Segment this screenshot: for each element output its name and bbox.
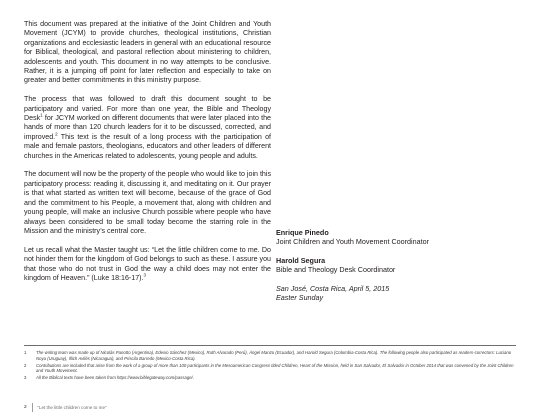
footnotes [24,350,516,382]
paragraph-property: The document will now be the property of the people who would like to join this participatory process: reading it, discussing it, and meditating on it. Our prayer is that what started as written text will become, because of the grace of God and the commitment to his People, a movement that, along with children and young people, will make an inclusive Church possible where people who have always been considered to be small today become the starring role in the Mission and the ministry’s central core. [24,170,271,235]
dateline [276,284,526,303]
signatory-1 [276,228,526,247]
paragraph-scripture: Let us recall what the Master taught us: “Let the little children come to me. Do not hinder them for the kingdom of God belongs to such as these. I assure you that those who do not trust in God the way a child does may not enter the kingdom of Heaven.” (Luke 18:16-17).$^3$ [24,245,271,282]
paragraph-process: The process that was followed to draft this document sought to be participatory and varied. For more than one year, the Bible and Theology Desk$^1$ for JCYM worked on different documents that were later placed into the hands of more than 120 church leaders for it to be discussed, corrected, and improved.$^2$ This text is the result of a long process with the participation of male and female pastors, theologians, educators and other leaders of different churches in the Americas related to adolescents, young people and adults. [24,95,271,160]
footnote-ref-2[interactable]: 2 [55,131,58,137]
footnote-ref-3[interactable]: 3 [143,272,146,278]
footer-divider [32,403,33,412]
footnote-number: 1 [24,350,27,355]
signatory-2 [276,256,526,275]
running-title: “Let the little children come to me” [37,405,107,410]
signatory-role: Bible and Theology Desk Coordinator [276,265,396,275]
signature-block [276,228,526,302]
footnote-text: The writing team was made up of Nicolás Panotto (Argentina), Edesio Sánchez (Mexico), Ruth Alvarado (Perú), Ángel Manzo (Ecuador), and Harold Segura (Colombia-Costa Rica). The following people also participated as readers-correctors: Luciano Noya (Uruguay), Illich Avilés (Nicaragua), and Priscila Barredo (Mexico-Costa Rica). [36,350,512,361]
dateline-day: Easter Sunday [276,293,324,303]
page-number: 2 [24,405,27,410]
footnote-number: 2 [24,362,27,368]
signatory-name: Enrique Pinedo [276,228,329,237]
footnote-divider [24,345,516,346]
footnote-text: Contributions are included that arise from the work of a group of more than 100 participants in the Mesoamerican Congress titled Children, Heart of the Mission, held in San Salvador, El Salvador in October 2014 that was convened by the Joint Children and Youth Movement. [36,362,514,374]
footnote-item [24,375,516,381]
footnote-text: All the Biblical texts have been taken from https://www.biblegateway.com/passage/. [36,375,195,381]
page-footer [24,403,107,412]
footnote-number: 3 [24,375,27,381]
body-text [24,20,271,283]
footnote-item [24,350,516,361]
footnote-item [24,363,516,374]
place-date: San José, Costa Rica, April 5, 2015 [276,283,390,293]
paragraph-intro: This document was prepared at the initiative of the Joint Children and Youth Movement (JCYM) to provide churches, theological institutions, Christian organizations and ecclesiastic leaders in general with an educational resource for Biblical, theological, and pastoral reflection about ministering to children, adolescents and youth. This document in no way attempts to be conclusive. Rather, it is a jumping off point for later reflection and especially to take on greater and better commitments in this ministry purpose. [24,20,271,85]
footnote-ref-1[interactable]: 1 [40,112,43,118]
signatory-name: Harold Segura [276,255,326,265]
signatory-role: Joint Children and Youth Movement Coordinator [276,237,430,247]
